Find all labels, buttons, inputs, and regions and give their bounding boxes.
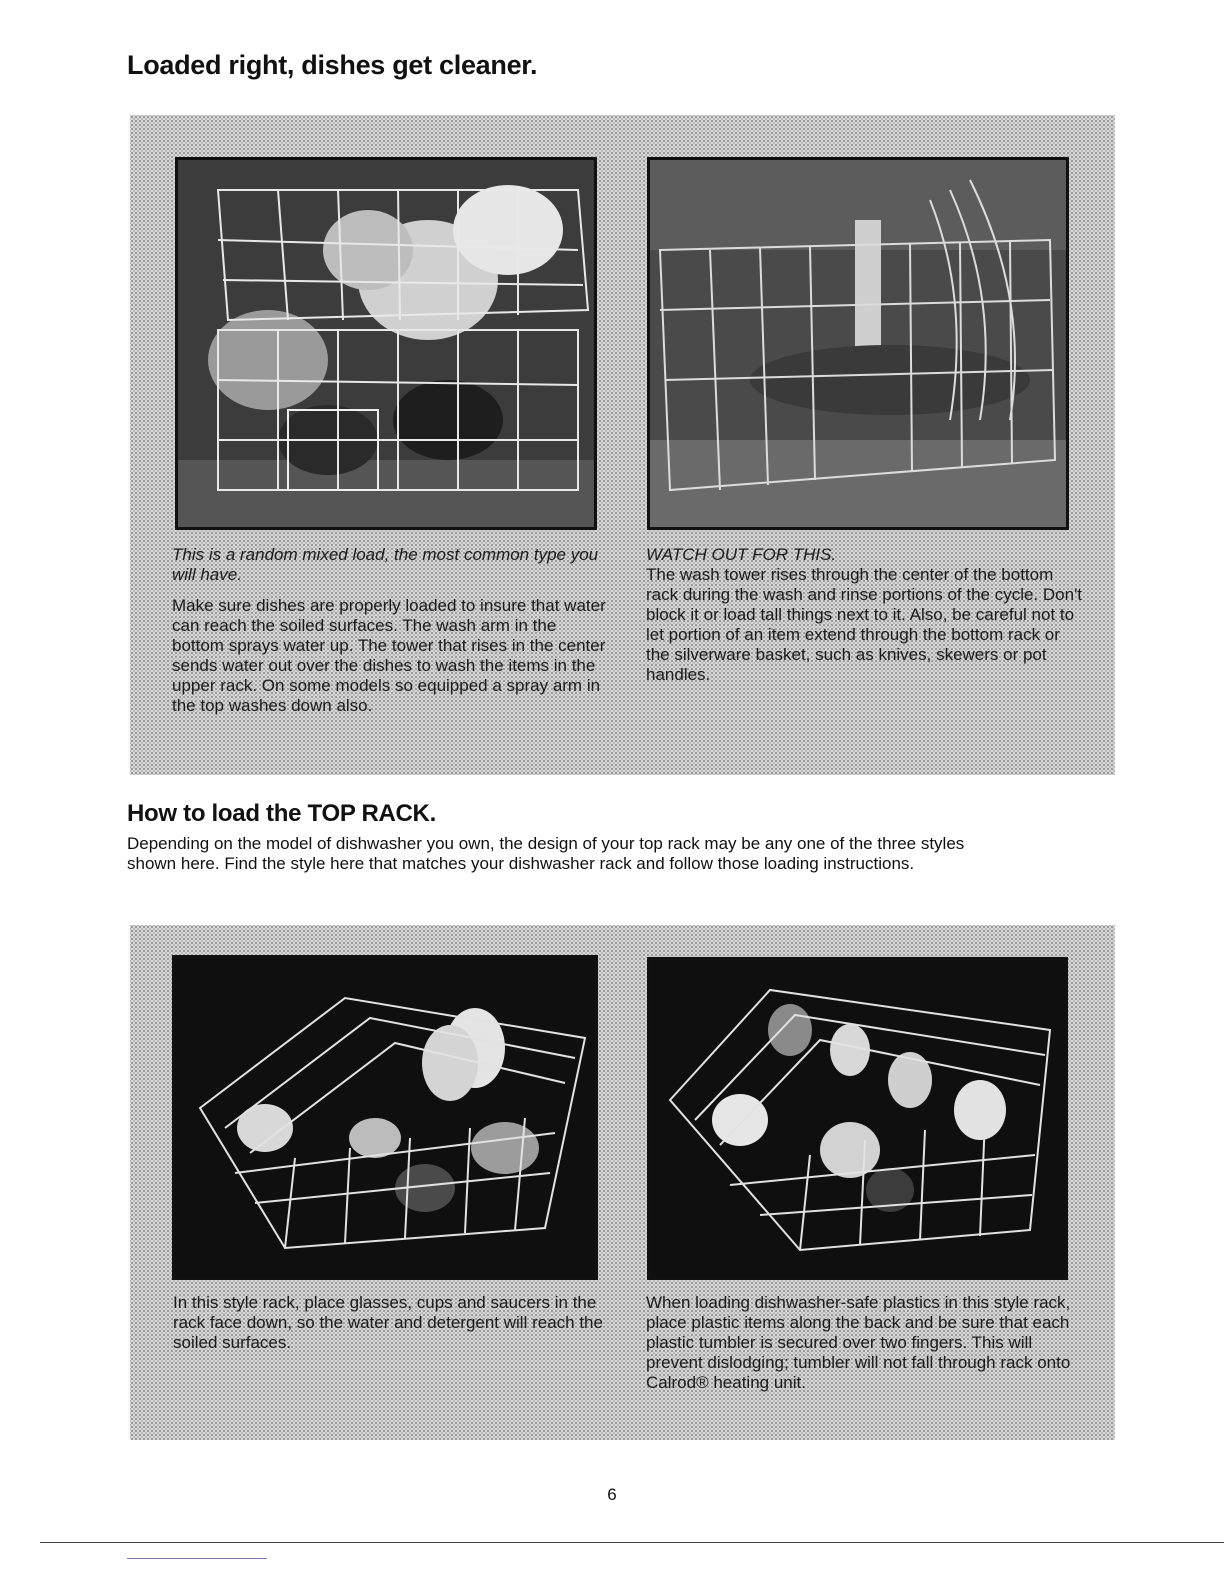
rack-style-1-photo: [172, 955, 598, 1280]
top-rack-intro: Depending on the model of dishwasher you own, the design of your top rack may be any one of the three styles shown here. Find the style here that matches your dishwasher rack and follow those loading instructions.: [127, 834, 965, 873]
page-heading: Loaded right, dishes get cleaner.: [127, 50, 538, 80]
footer-rule: [40, 1542, 1224, 1543]
rack-style-1-illustration-icon: [175, 958, 595, 1277]
wash-tower-caption: [646, 545, 1086, 685]
top-rack-heading: How to load the TOP RACK.: [127, 800, 436, 827]
wash-tower-caption-intro: WATCH OUT FOR THIS.: [646, 545, 837, 564]
rack-style-2-illustration-icon: [650, 960, 1065, 1277]
page-number: 6: [607, 1485, 617, 1504]
mixed-load-caption-intro: This is a random mixed load, the most common type you will have.: [172, 545, 599, 584]
mixed-load-photo: [175, 157, 597, 530]
mixed-load-caption: [172, 545, 612, 716]
rack-style-1-caption: In this style rack, place glasses, cups and saucers in the rack face down, so the water and detergent will reach the soiled surfaces.: [173, 1293, 603, 1352]
mixed-load-caption-body: Make sure dishes are properly loaded to insure that water can reach the soiled surfaces. The wash arm in the bottom sprays water up. The tower that rises in the center sends water out over the dishes to wash the items in the upper rack. On some models so equipped a spray arm in the top washes down also.: [172, 596, 606, 715]
mixed-load-illustration-icon: [178, 160, 594, 527]
wash-tower-photo: [647, 157, 1069, 530]
wash-tower-caption-body: The wash tower rises through the center of the bottom rack during the wash and rinse portions of the cycle. Don't block it or load tall things next to it. Also, be careful not to let portion of an item extend through the bottom rack or the silverware basket, such as knives, skewers or pot handles.: [646, 565, 1083, 684]
rack-style-2-photo: [647, 957, 1068, 1280]
footer-link-rule: [127, 1558, 267, 1559]
rack-style-2-caption: When loading dishwasher-safe plastics in this style rack, place plastic items along the back and be sure that each plastic tumbler is secured over two fingers. This will prevent dislodging; tumbler will not fall through rack onto Calrod® heating unit.: [646, 1293, 1071, 1392]
wash-tower-illustration-icon: [650, 160, 1066, 527]
